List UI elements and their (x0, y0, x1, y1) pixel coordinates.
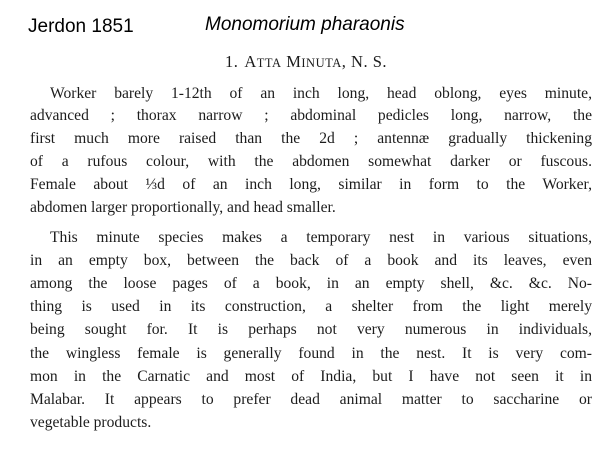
author-year-label: Jerdon 1851 (28, 16, 134, 37)
title-rest-2: INUTA (301, 56, 342, 70)
paragraph-1-line: advanced ; thorax narrow ; abdominal pedicles long, narrow, the (30, 107, 592, 124)
entry-heading (0, 52, 600, 72)
paragraph-1-line: Female about ⅓d of an inch long, similar in form to the Worker, (30, 176, 592, 193)
paragraph-2-line: being sought for. It is perhaps not very numerous in individuals, (30, 321, 592, 338)
title-initial-1: A (244, 52, 257, 71)
title-suffix: , N. S. (341, 52, 387, 71)
paragraph-2-line: thing is used in its construction, a shelter from the light merely (30, 298, 592, 315)
paragraph-1-line: first much more raised than the 2d ; antennæ gradually thickening (30, 130, 592, 147)
species-name-label: Monomorium pharaonis (205, 14, 405, 35)
paragraph-1-line: of a rufous colour, with the abdomen somewhat darker or fuscous. (30, 153, 592, 170)
entry-number: 1. (224, 52, 239, 71)
paragraph-2-line: the wingless female is generally found in the nest. It is very com- (30, 345, 592, 362)
title-rest-1: TTA (256, 56, 282, 70)
paragraph-2-line: This minute species makes a temporary nest in various situations, (50, 229, 592, 246)
title-initial-2: M (286, 52, 302, 71)
paragraph-2-line: among the loose pages of a book, in an empty shell, &c. &c. No- (30, 275, 592, 292)
paragraph-2-line: in an empty box, between the back of a book and its leaves, even (30, 252, 592, 269)
paragraph-2-line: Malabar. It appears to prefer dead animal matter to saccharine or (30, 391, 592, 408)
paragraph-1-line: abdomen larger proportionally, and head smaller. (30, 199, 336, 216)
paragraph-2-line: mon in the Carnatic and most of India, but I have not seen it in (30, 368, 592, 385)
paragraph-1-line: Worker barely 1-12th of an inch long, head oblong, eyes minute, (50, 85, 592, 102)
paragraph-2-line: vegetable products. (30, 414, 152, 431)
